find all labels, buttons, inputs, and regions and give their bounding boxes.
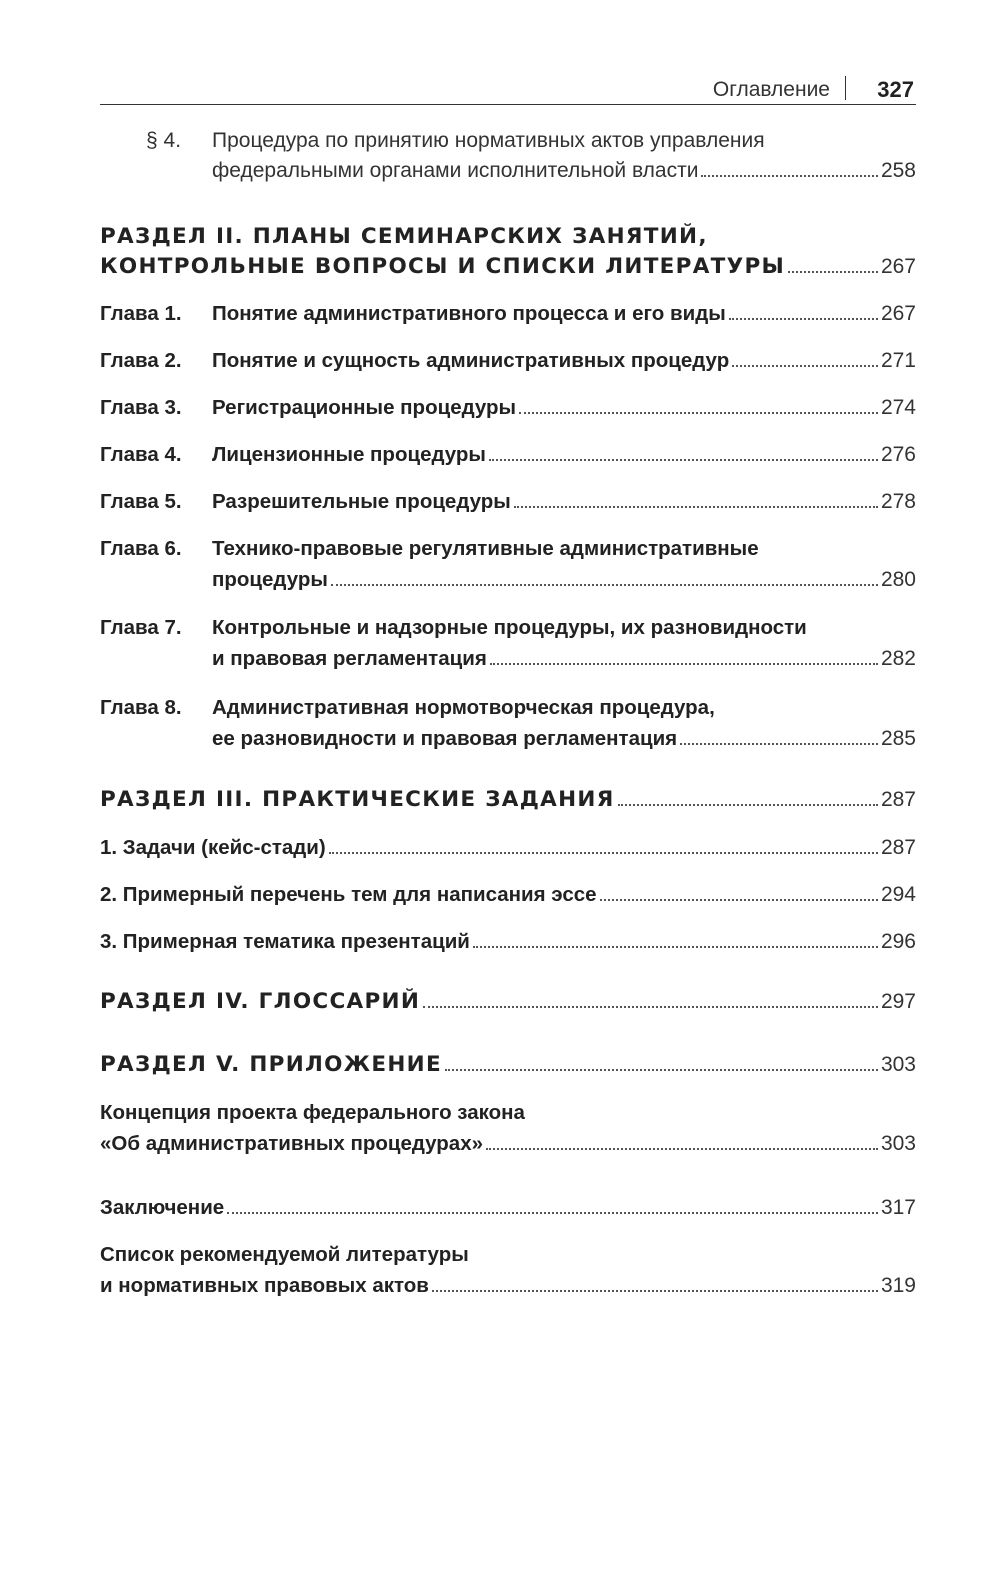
leader-dots	[680, 741, 878, 745]
chapter-page: 285	[880, 727, 916, 750]
chapter-title: Регистрационные процедуры	[212, 396, 517, 419]
entry-page: 258	[880, 159, 916, 182]
chapter-title: Лицензионные процедуры	[212, 443, 486, 466]
chapter-title-line1: Технико-правовые регулятивные административные	[212, 537, 759, 560]
toc-entry-literature[interactable]	[100, 1239, 916, 1301]
toc-section-2[interactable]	[100, 222, 916, 282]
header-separator	[845, 76, 847, 100]
item-title: 3. Примерная тематика презентаций	[100, 930, 470, 953]
item-title: 1. Задачи (кейс-стади)	[100, 836, 326, 859]
leader-dots	[423, 1004, 878, 1008]
section-page: 287	[880, 788, 916, 811]
leader-dots	[732, 363, 878, 367]
paragraph-number: § 4.	[146, 129, 182, 152]
leader-dots	[729, 316, 878, 320]
toc-section-4[interactable]	[100, 987, 916, 1017]
running-title: Оглавление	[712, 78, 830, 101]
toc-section-3[interactable]	[100, 785, 916, 815]
entry-title-line2: федеральными органами исполнительной власти	[212, 159, 699, 182]
section-title: РАЗДЕЛ III. ПРАКТИЧЕСКИЕ ЗАДАНИЯ	[100, 787, 615, 812]
toc-chapter-8[interactable]	[100, 692, 916, 754]
item-page: 287	[880, 836, 916, 859]
chapter-number: Глава 5.	[100, 490, 182, 513]
toc-chapter-5[interactable]	[100, 486, 916, 517]
chapter-number: Глава 3.	[100, 396, 182, 419]
leader-dots	[489, 457, 878, 461]
leader-dots	[600, 897, 878, 901]
toc-chapter-3[interactable]	[100, 392, 916, 423]
chapter-page: 271	[880, 349, 916, 372]
leader-dots	[701, 173, 878, 177]
chapter-number: Глава 8.	[100, 696, 182, 719]
leader-dots	[519, 410, 878, 414]
section-page: 267	[880, 255, 916, 278]
item-title: 2. Примерный перечень тем для написания эссе	[100, 883, 597, 906]
chapter-page: 282	[880, 647, 916, 670]
section-page: 303	[880, 1053, 916, 1076]
section-title: РАЗДЕЛ V. ПРИЛОЖЕНИЕ	[100, 1052, 442, 1077]
leader-dots	[432, 1288, 878, 1292]
toc-section-5[interactable]	[100, 1050, 916, 1080]
toc-chapter-7[interactable]	[100, 612, 916, 674]
toc-chapter-4[interactable]	[100, 439, 916, 470]
leader-dots	[329, 850, 878, 854]
entry-title-line2: и нормативных правовых актов	[100, 1274, 429, 1297]
section-title: РАЗДЕЛ IV. ГЛОССАРИЙ	[100, 989, 421, 1014]
item-page: 296	[880, 930, 916, 953]
toc-chapter-1[interactable]	[100, 298, 916, 329]
toc-entry-concept[interactable]	[100, 1097, 916, 1159]
page-number: 327	[877, 77, 914, 102]
toc-chapter-2[interactable]	[100, 345, 916, 376]
entry-title-line1: Концепция проекта федерального закона	[100, 1101, 525, 1124]
chapter-title-line1: Контрольные и надзорные процедуры, их разновидности	[212, 616, 807, 639]
chapter-number: Глава 4.	[100, 443, 182, 466]
chapter-number: Глава 7.	[100, 616, 182, 639]
toc-entry-paragraph-4[interactable]	[100, 126, 916, 186]
leader-dots	[473, 944, 878, 948]
chapter-number: Глава 1.	[100, 302, 182, 325]
leader-dots	[514, 504, 878, 508]
section-title-line1: РАЗДЕЛ II. ПЛАНЫ СЕМИНАРСКИХ ЗАНЯТИЙ,	[100, 224, 708, 249]
entry-title-line2: «Об административных процедурах»	[100, 1132, 484, 1155]
chapter-title-line2: ее разновидности и правовая регламентация	[212, 727, 678, 750]
entry-title-line1: Список рекомендуемой литературы	[100, 1243, 469, 1266]
chapter-title: Понятие и сущность административных процедур	[212, 349, 730, 372]
section-title-line2: КОНТРОЛЬНЫЕ ВОПРОСЫ И СПИСКИ ЛИТЕРАТУРЫ	[100, 254, 786, 279]
toc-chapter-6[interactable]	[100, 533, 916, 595]
entry-page: 303	[880, 1132, 916, 1155]
entry-title-line1: Процедура по принятию нормативных актов управления	[212, 129, 765, 152]
chapter-title-line2: и правовая регламентация	[212, 647, 487, 670]
entry-page: 319	[880, 1274, 916, 1297]
chapter-page: 276	[880, 443, 916, 466]
section-page: 297	[880, 990, 916, 1013]
leader-dots	[490, 661, 878, 665]
chapter-page: 278	[880, 490, 916, 513]
leader-dots	[788, 269, 878, 273]
chapter-page: 274	[880, 396, 916, 419]
leader-dots	[445, 1067, 878, 1071]
chapter-page: 280	[880, 568, 916, 591]
toc-entry-conclusion[interactable]	[100, 1192, 916, 1223]
toc-item-3[interactable]	[100, 926, 916, 957]
leader-dots	[618, 802, 878, 806]
chapter-title-line1: Административная нормотворческая процедура,	[212, 696, 715, 719]
chapter-number: Глава 6.	[100, 537, 182, 560]
leader-dots	[331, 582, 878, 586]
leader-dots	[227, 1210, 878, 1214]
chapter-title: Понятие административного процесса и его виды	[212, 302, 726, 325]
toc-item-2[interactable]	[100, 879, 916, 910]
running-header	[100, 74, 916, 105]
chapter-page: 267	[880, 302, 916, 325]
entry-title: Заключение	[100, 1196, 225, 1219]
chapter-title-line2: процедуры	[212, 568, 328, 591]
chapter-title: Разрешительные процедуры	[212, 490, 511, 513]
toc-item-1[interactable]	[100, 832, 916, 863]
entry-page: 317	[880, 1196, 916, 1219]
chapter-number: Глава 2.	[100, 349, 182, 372]
item-page: 294	[880, 883, 916, 906]
leader-dots	[486, 1146, 878, 1150]
